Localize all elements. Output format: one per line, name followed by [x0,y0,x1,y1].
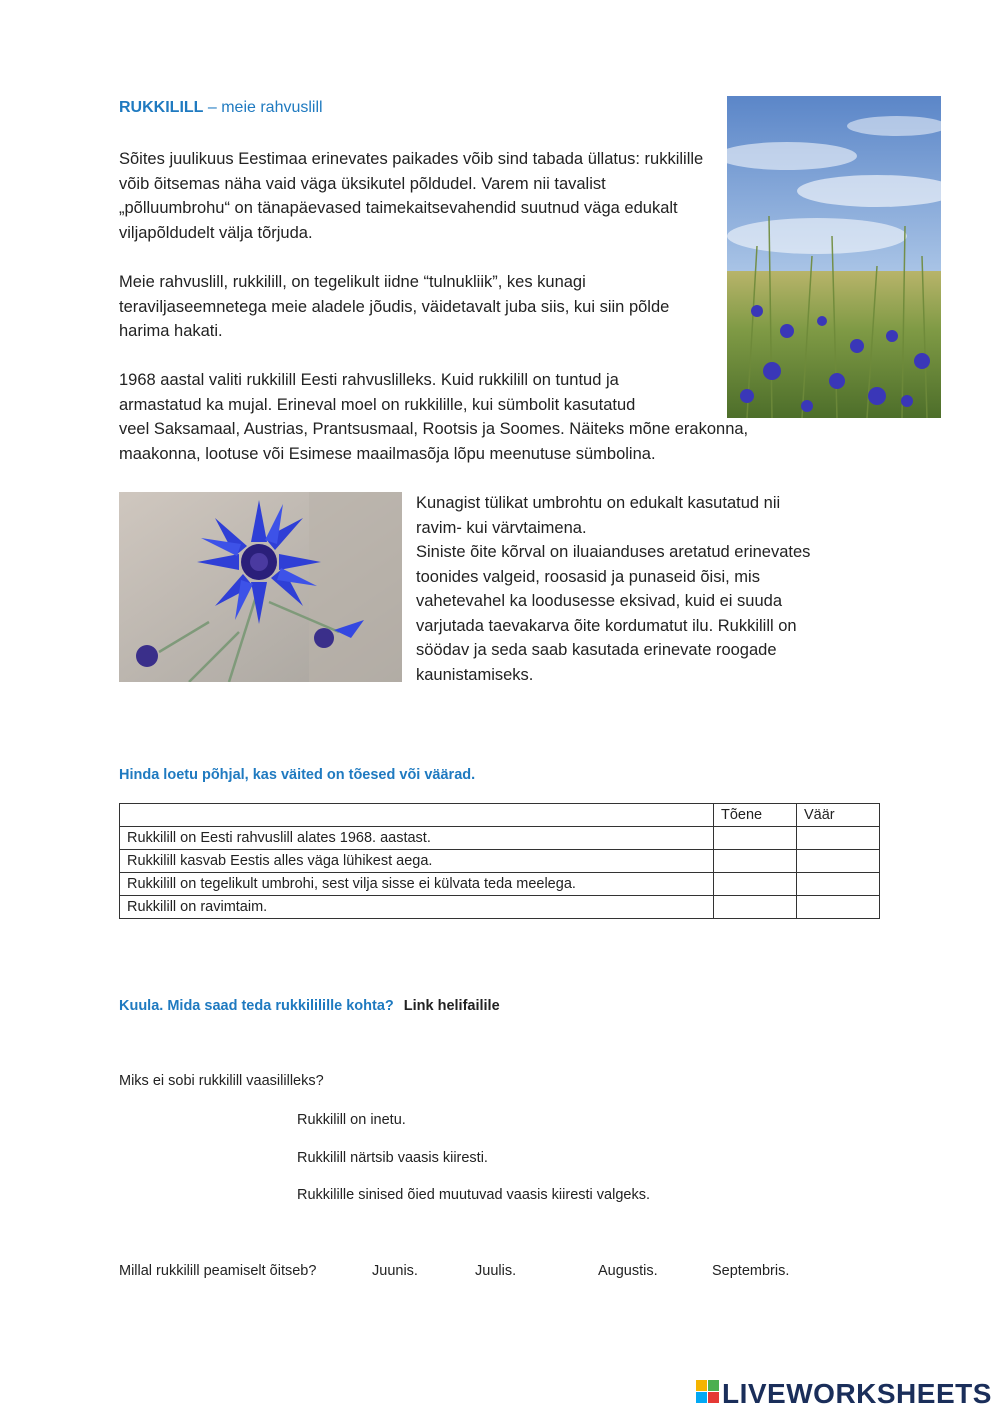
header-true: Tõene [714,804,797,827]
symbol-line: 1968 aastal valiti rukkilill Eesti rahvuslilleks. Kuid rukkilill on tuntud ja [119,371,619,389]
table-row [120,873,880,896]
true-answer-cell[interactable] [714,850,797,873]
origin-paragraph: Meie rahvuslill, rukkilill, on tegelikult iidne “tulnukliik”, kes kunagi teraviljaseemnetega meie aladele jõudis, väidetavalt juba siis, kui siin põlde harima hakati. [119,273,670,340]
false-answer-cell[interactable] [797,850,880,873]
symbol-line: veel Saksamaal, Austrias, Prantsusmaal, Rootsis ja Soomes. Näiteks mõne erakonna, [119,420,749,438]
true-answer-cell[interactable] [714,896,797,919]
statement-cell: Rukkilill on Eesti rahvuslill alates 1968. aastast. [120,827,714,850]
bloom-option-september[interactable]: Septembris. [712,1263,790,1279]
uses-line: kaunistamiseks. [416,665,534,684]
false-answer-cell[interactable] [797,873,880,896]
page-title [119,99,323,117]
symbol-line: maakonna, lootuse või Esimese maailmasõja lõpu meenutuse sümbolina. [119,444,656,463]
title-bold: RUKKILILL [119,99,204,116]
bloom-option-august[interactable]: Augustis. [598,1263,658,1279]
intro-paragraph: Sõites juulikuus Eestimaa erinevates paikades võib sind tabada üllatus: rukkilille võib õitsemas näha vaid väga üksikutel põldudel. Varem nii tavalist „põlluumbrohu“ on tänapäevased taimekaitsevahendid suutnud väga edukalt viljapõldudelt välja tõrjuda. [119,150,704,242]
question-bloom: Millal rukkilill peamiselt õitseb? [119,1263,317,1279]
vase-option-1[interactable]: Rukkilill on inetu. [297,1112,406,1128]
false-answer-cell[interactable] [797,896,880,919]
statement-cell: Rukkilill on ravimtaim. [120,896,714,919]
table-row [120,850,880,873]
false-answer-cell[interactable] [797,827,880,850]
uses-line: varjutada taevakarva õite kordumatut ilu. Rukkilill on [416,616,797,635]
listen-prompt [119,998,500,1014]
uses-line: söödav ja seda saab kasutada erinevate roogade [416,641,777,659]
liveworksheets-logo [696,1378,992,1410]
vase-option-3[interactable]: Rukkilille sinised õied muutuvad vaasis kiiresti valgeks. [297,1187,650,1203]
vase-option-2[interactable]: Rukkilill närtsib vaasis kiiresti. [297,1150,488,1166]
table-header-row [120,804,880,827]
statement-cell: Rukkilill on tegelikult umbrohi, sest vilja sisse ei külvata teda meelega. [120,873,714,896]
uses-line: ravim- kui värvtaimena. [416,518,587,537]
statement-cell: Rukkilill kasvab Eestis alles väga lühikest aega. [120,850,714,873]
symbol-paragraph [119,368,819,466]
quiz-heading: Hinda loetu põhjal, kas väited on tõesed või väärad. [119,767,476,783]
uses-line: Kunagist tülikat umbrohtu on edukalt kasutatud nii [416,494,781,512]
true-answer-cell[interactable] [714,827,797,850]
liveworksheets-blocks-icon [696,1378,720,1406]
listen-text: Kuula. Mida saad teda rukkililille kohta? [119,998,394,1014]
table-row [120,827,880,850]
bloom-option-july[interactable]: Juulis. [475,1263,517,1279]
true-false-table [119,803,880,919]
question-vase: Miks ei sobi rukkilill vaasilille​ks? [119,1073,324,1089]
bloom-option-june[interactable]: Juunis. [372,1263,418,1279]
uses-line: Siniste õite kõrval on iluaianduses aretatud erinevates [416,543,811,561]
table-row [120,896,880,919]
header-blank-cell [120,804,714,827]
title-rest: – meie rahvuslill [203,99,323,116]
uses-paragraph [416,491,876,687]
header-false: Väär [797,804,880,827]
symbol-line: armastatud ka mujal. Erineval moel on rukkilille, kui sümbolit kasutatud [119,395,636,414]
uses-line: toonides valgeid, roosasid ja punaseid õisi, mis [416,567,760,586]
true-answer-cell[interactable] [714,873,797,896]
cornflower-closeup-photo [119,492,402,682]
brand-text: LIVEWORKSHEETS [722,1378,992,1409]
uses-line: vahetevahel ka loodusesse eksivad, kuid ei suuda [416,592,782,610]
audio-link[interactable]: Link helifailile [403,998,500,1014]
